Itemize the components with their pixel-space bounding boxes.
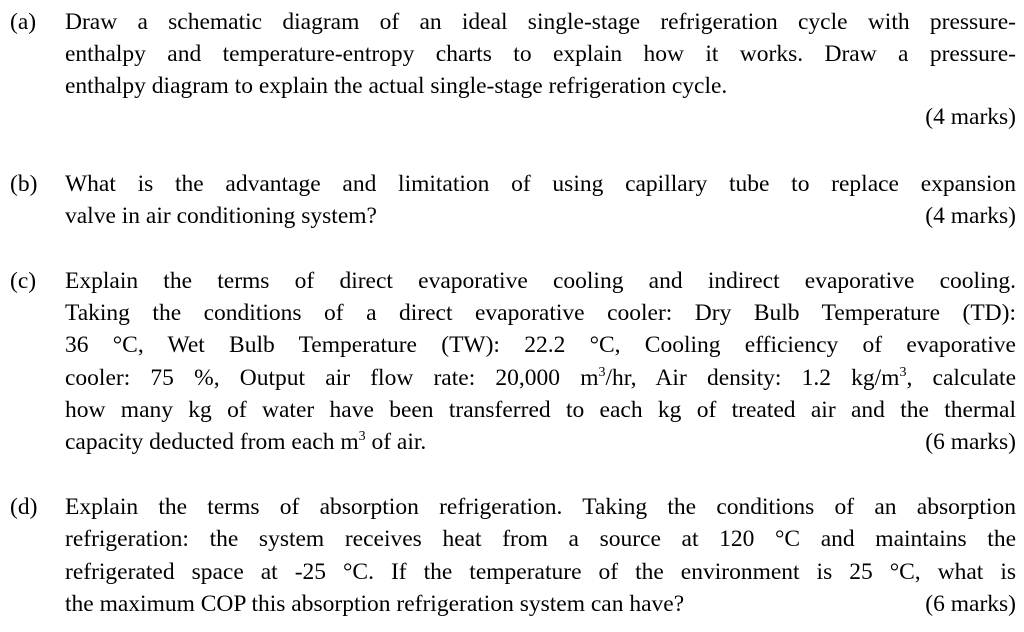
question-b-marks: (4 marks) xyxy=(925,203,1016,229)
question-b-label: (b) xyxy=(10,171,38,197)
question-d-line-4: the maximum COP this absorption refrigeration system can have? xyxy=(65,591,685,617)
question-c-line-6-part-2: of air. xyxy=(365,429,427,455)
question-c-line-6-part-1: capacity deducted from each m xyxy=(65,429,359,455)
question-d-label: (d) xyxy=(10,494,38,520)
question-b-line-1: What is the advantage and limitation of using capillary tube to replace expansion xyxy=(65,171,1016,197)
question-d-line-1: Explain the terms of absorption refrigeration. Taking the conditions of an absorption xyxy=(65,494,1016,520)
question-c-line-4 xyxy=(65,362,1016,394)
question-c-line-6 xyxy=(65,426,1016,458)
question-c-marks: (6 marks) xyxy=(925,429,1016,455)
question-c-line-1: Explain the terms of direct evaporative cooling and indirect evaporative cooling. xyxy=(65,268,1016,294)
superscript-cubed: 3 xyxy=(358,429,366,444)
question-d-line-3: refrigerated space at -25 °C. If the temperature of the environment is 25 °C, what is xyxy=(65,559,1016,585)
question-c-line-4-part-2: /hr, Air density: 1.2 kg/m xyxy=(605,365,900,391)
question-c-line-4-part-1: cooler: 75 %, Output air flow rate: 20,000 m xyxy=(65,365,599,391)
question-c-label: (c) xyxy=(10,268,37,294)
question-d-marks: (6 marks) xyxy=(925,591,1016,617)
question-c-line-2: Taking the conditions of a direct evaporative cooler: Dry Bulb Temperature (TD): xyxy=(65,300,1016,326)
question-c-line-5: how many kg of water have been transferred to each kg of treated air and the thermal xyxy=(65,397,1016,423)
question-a-line-2: enthalpy and temperature-entropy charts to explain how it works. Draw a pressure- xyxy=(65,41,1016,67)
superscript-cubed: 3 xyxy=(598,365,606,380)
question-a-label: (a) xyxy=(10,9,37,35)
question-a-line-3: enthalpy diagram to explain the actual single-stage refrigeration cycle. xyxy=(65,73,728,99)
question-d-line-2: refrigeration: the system receives heat from a source at 120 °C and maintains the xyxy=(65,526,1016,552)
question-a-marks: (4 marks) xyxy=(925,104,1016,130)
question-b-line-2: valve in air conditioning system? xyxy=(65,203,377,229)
question-c-line-3: 36 °C, Wet Bulb Temperature (TW): 22.2 °C, Cooling efficiency of evaporative xyxy=(65,332,1016,358)
question-a-line-1: Draw a schematic diagram of an ideal single-stage refrigeration cycle with pressure- xyxy=(65,9,1016,35)
question-c-line-4-part-3: , calculate xyxy=(906,365,1017,391)
superscript-cubed: 3 xyxy=(899,365,907,380)
